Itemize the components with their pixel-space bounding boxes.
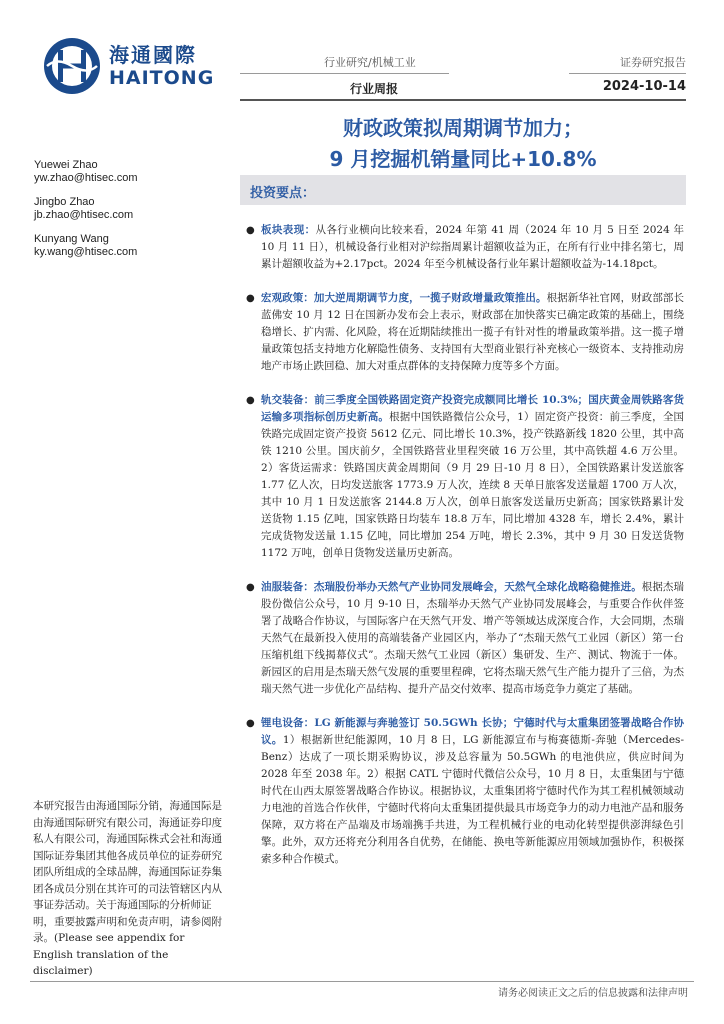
title-line-1: 财政政策拟周期调节加力； bbox=[343, 116, 583, 140]
highlight-heading: 锂电设备：LG 新能源与奔驰签订 50.5GWh 长协；宁德时代与太重集团签署战略合作协议。 bbox=[261, 717, 684, 746]
highlights-content bbox=[246, 222, 684, 885]
logo-chinese-text: 海通國際 bbox=[109, 43, 197, 67]
header-divider-left bbox=[240, 73, 449, 74]
report-date: 2024-10-14 bbox=[602, 79, 686, 94]
bullet-icon: ● bbox=[246, 718, 255, 729]
highlight-body: 从各行业横向比较来看，2024 年第 41 周（2024 年 10 月 5 日至 2024 年 10 月 11 日），机械设备行业相对沪综指周累计超额收益为正，在所有行业中排名第七，周累计超额收益为+2.17pct。2024 年至今机械设备行业年累计超额收益为-14.18pct。 bbox=[261, 224, 684, 270]
haitong-logo bbox=[43, 33, 223, 93]
section-title: 投资要点： bbox=[250, 186, 316, 201]
analyst-list bbox=[34, 159, 224, 270]
highlight-body: 根据新华社官网，财政部部长蓝佛安 10 月 12 日在国新办发布会上表示，财政部在加快落实已确定政策的基础上，围绕稳增长、扩内需、化风险，将在近期陆续推出一揽子有针对性的增量政策举措。这一揽子增量政策包括支持地方化解隐性债务、支持国有大型商业银行补充核心一级资本、支持推动房地产市场止跌回稳、加大对重点群体的支持保障力度等多个方面。 bbox=[261, 292, 685, 372]
report-type: 行业周报 bbox=[350, 82, 399, 96]
analyst-name: Yuewei Zhao bbox=[34, 159, 98, 171]
bullet-icon: ● bbox=[246, 395, 255, 406]
header-divider-right bbox=[569, 73, 686, 74]
highlight-heading: 宏观政策：加大逆周期调节力度，一揽子财政增量政策推出。 bbox=[261, 292, 547, 304]
bullet-icon: ● bbox=[246, 225, 255, 236]
highlight-body: 根据中国铁路微信公众号，1）固定资产投资：前三季度，全国铁路完成固定资产投资 5612 亿元、同比增长 10.3%，投产铁路新线 1820 公里，其中高铁 1210 公里。国庆前夕，全国铁路营业里程突破 16 万公里，其中高铁超 4.6 万公里。2）客货运需求：铁路国庆黄金周期间（9 月 29 日-10 月 8 日），全国铁路累计发送旅客 1.77 亿人次，日均发送旅客 1773.9 万人次，连续 8 天单日旅客发送量超 1700 万人次，其中 10 月 1 日发送旅客 2144.8 万人次，创单日旅客发送量历史新高；国家铁路累计发送货物 1.15 亿吨，国家铁路日均装车 18.8 万车，同比增加 4328 车，增长 2.4%，累计完成货物发送量 1.15 亿吨，同比增加 254 万吨，增长 2.3%，其中 9 月 30 日发送货物 1172 万吨，创单日货物发送量历史新高。 bbox=[261, 411, 685, 559]
highlight-body: 根据杰瑞股份微信公众号，10 月 9-10 日，杰瑞举办天然气产业协同发展峰会，与重要合作伙伴签署了战略合作协议，与国际客户在天然气开发、增产等领域达成深度合作，大会同期，杰瑞天然气在最新投入使用的高端装备产业园区内，举办了“杰瑞天然气工业园（新区）第一台压缩机组下线揭幕仪式”。杰瑞天然气工业园（新区）集研发、生产、测试、物流于一体。新园区的启用是杰瑞天然气发展的重要里程碑，它将杰瑞天然气生产能力提升了三倍，为杰瑞天然气进一步优化产品结构、提升产品交付效率、提高市场竞争力奠定了基础。 bbox=[261, 581, 685, 695]
analyst-email[interactable]: yw.zhao@htisec.com bbox=[34, 172, 138, 184]
header-rule bbox=[240, 99, 686, 101]
footer-notice: 请务必阅读正文之后的信息披露和法律声明 bbox=[498, 988, 688, 999]
industry-category: 行业研究/机械工业 bbox=[324, 56, 416, 69]
haitong-logo-icon bbox=[43, 37, 101, 95]
highlight-item bbox=[246, 290, 684, 375]
highlight-heading: 油服装备：杰瑞股份举办天然气产业协同发展峰会，天然气全球化战略稳健推进。 bbox=[261, 581, 642, 593]
analyst-entry bbox=[34, 196, 224, 222]
title-line-2: 9 月挖掘机销量同比+10.8% bbox=[329, 147, 597, 171]
distribution-disclaimer: 本研究报告由海通国际分销，海通国际是由海通国际研究有限公司，海通证券印度私人有限公司，海通国际株式会社和海通国际证券集团其他各成员单位的证券研究团队所组成的全球品牌，海通国际证券集团各成员分别在其许可的司法管辖区内从事证券活动。关于海通国际的分析师证明，重要披露声明和免责声明，请参阅附录。(Please see appendix for English translation of the disclaimer) bbox=[33, 800, 222, 977]
highlight-item bbox=[246, 715, 684, 868]
analyst-email[interactable]: ky.wang@htisec.com bbox=[34, 246, 138, 258]
highlight-body: 1）根据新世纪能源网，10 月 8 日，LG 新能源宣布与梅赛德斯-奔驰（Mercedes-Benz）达成了一项长期采购协议，涉及总容量为 50.5GWh 的电池供应，供应时间为 2028 年至 2038 年。2）根据 CATL 宁德时代微信公众号，10 月 8 日，太重集团与宁德时代在山西太原签署战略合作协议。根据协议，太重集团将宁德时代作为其工程机械领域动力电池的首选合作伙伴，宁德时代将向太重集团提供最具市场竞争力的动力电池产品和服务保障，双方将在产品端及市场端携手共进，为工程机械行业的电动化转型提供澎湃绿色引擎。此外，双方还将充分利用各自优势，在储能、换电等新能源应用领域加强协作，积极探索多种合作模式。 bbox=[261, 734, 684, 865]
investment-highlights-header bbox=[240, 175, 686, 205]
report-kind: 证券研究报告 bbox=[620, 56, 686, 69]
highlight-item bbox=[246, 222, 684, 273]
analyst-name: Kunyang Wang bbox=[34, 233, 109, 245]
footer-divider bbox=[30, 981, 694, 982]
bullet-icon: ● bbox=[246, 293, 255, 304]
report-title bbox=[240, 113, 686, 175]
logo-english-text: HAITONG bbox=[109, 67, 215, 89]
analyst-email[interactable]: jb.zhao@htisec.com bbox=[34, 209, 134, 221]
analyst-name: Jingbo Zhao bbox=[34, 196, 95, 208]
analyst-entry bbox=[34, 159, 224, 185]
highlight-heading: 板块表现： bbox=[261, 224, 316, 236]
bullet-icon: ● bbox=[246, 582, 255, 593]
highlight-item bbox=[246, 392, 684, 562]
highlight-heading: 轨交装备：前三季度全国铁路固定资产投资完成额同比增长 10.3%；国庆黄金周铁路客货运输多项指标创历史新高。 bbox=[261, 394, 684, 423]
analyst-entry bbox=[34, 233, 224, 259]
highlight-item bbox=[246, 579, 684, 698]
